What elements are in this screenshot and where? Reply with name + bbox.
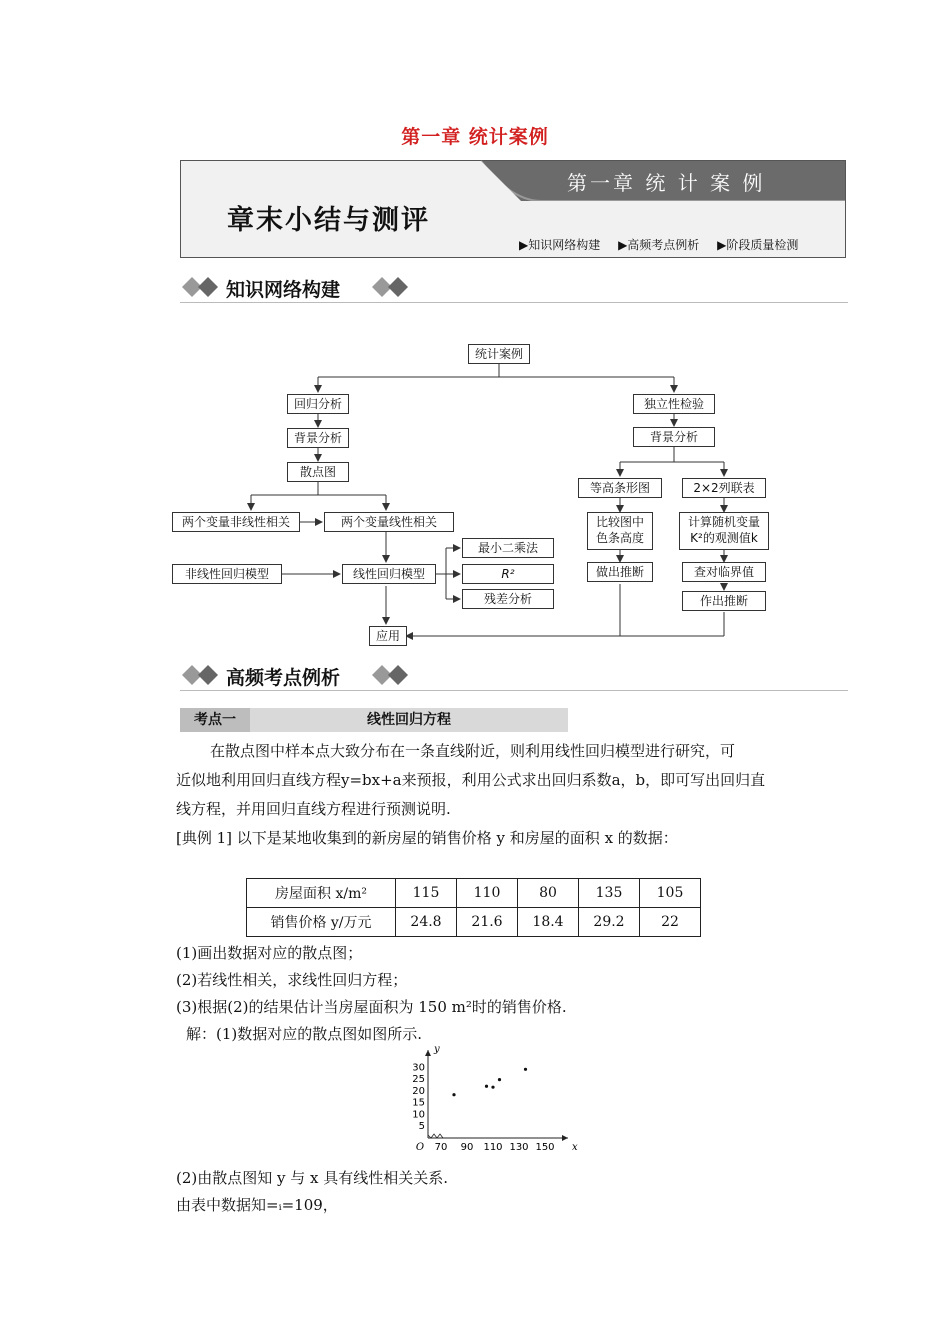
table-cell: 115 bbox=[396, 879, 457, 908]
y-tick-label: 10 bbox=[412, 1109, 425, 1121]
link-test[interactable]: ▶阶段质量检测 bbox=[717, 238, 799, 252]
node-independence: 独立性检验 bbox=[633, 394, 715, 414]
node-residual: 残差分析 bbox=[462, 589, 554, 609]
kaodian-tag: 考点一 bbox=[180, 708, 250, 732]
link-examples[interactable]: ▶高频考点例析 bbox=[618, 238, 700, 252]
section-examples bbox=[180, 660, 848, 690]
node-compute-line2: K²的观测值k bbox=[690, 530, 758, 545]
banner-main-title: 章末小结与测评 bbox=[227, 205, 430, 236]
kaodian-bar bbox=[180, 708, 568, 732]
question-3: (3)根据(2)的结果估计当房屋面积为 150 m²时的销售价格. bbox=[176, 998, 567, 1016]
question-2: (2)若线性相关，求线性回归方程； bbox=[176, 971, 408, 989]
node-compare-line1: 比较图中 bbox=[595, 515, 644, 529]
diamond-right-icon bbox=[370, 660, 414, 690]
table-cell: 29.2 bbox=[579, 908, 640, 937]
node-root: 统计案例 bbox=[468, 344, 530, 364]
table-cell: 18.4 bbox=[518, 908, 579, 937]
node-application: 应用 bbox=[369, 626, 407, 646]
node-least-squares: 最小二乘法 bbox=[462, 538, 554, 558]
table-cell: 135 bbox=[579, 879, 640, 908]
scatter-point bbox=[491, 1086, 494, 1089]
solution-2: (2)由散点图知 y 与 x 具有线性相关关系. bbox=[176, 1169, 449, 1187]
intro-line-3: 线方程，并用回归直线方程进行预测说明. bbox=[176, 800, 451, 818]
table-row bbox=[247, 879, 701, 908]
x-tick-label: 110 bbox=[483, 1142, 503, 1153]
intro-paragraph bbox=[176, 737, 816, 824]
scatter-plot bbox=[400, 1044, 580, 1160]
node-2x2-table: 2×2列联表 bbox=[682, 478, 766, 498]
node-background-2: 背景分析 bbox=[633, 427, 715, 447]
x-axis-arrow bbox=[562, 1135, 568, 1141]
table-cell: 21.6 bbox=[457, 908, 518, 937]
y-tick-label: 30 bbox=[412, 1062, 425, 1074]
section-knowledge-title: 知识网络构建 bbox=[226, 279, 341, 301]
node-infer-1: 做出推断 bbox=[587, 562, 653, 582]
banner-chapter: 第一章 统 计 案 例 bbox=[567, 171, 766, 195]
y-axis-label: y bbox=[434, 1044, 440, 1055]
data-table bbox=[246, 878, 701, 937]
origin-label: O bbox=[415, 1142, 425, 1153]
diamond-left-icon bbox=[180, 660, 224, 690]
node-compare bbox=[587, 512, 653, 550]
scatter-point bbox=[498, 1078, 501, 1081]
node-linear-relation: 两个变量线性相关 bbox=[324, 512, 454, 532]
kaodian-title: 线性回归方程 bbox=[367, 712, 451, 728]
table-cell: 105 bbox=[640, 879, 701, 908]
solution-1: 解：(1)数据对应的散点图如图所示. bbox=[186, 1025, 423, 1043]
table-cell: 24.8 bbox=[396, 908, 457, 937]
table-cell: 110 bbox=[457, 879, 518, 908]
x-axis-label: x bbox=[572, 1142, 578, 1153]
page-title: 第一章 统计案例 bbox=[401, 126, 549, 148]
section-knowledge bbox=[180, 272, 848, 302]
scatter-point bbox=[524, 1068, 527, 1071]
intro-line-2: 近似地利用回归直线方程y=bx+a来预报，利用公式求出回归系数a，b，即可写出回归直 bbox=[176, 771, 766, 789]
table-row bbox=[247, 908, 701, 937]
intro-line-1: 在散点图中样本点大致分布在一条直线附近，则利用线性回归模型进行研究，可 bbox=[210, 742, 736, 760]
banner-links bbox=[519, 236, 812, 253]
y-tick-label: 25 bbox=[412, 1074, 425, 1086]
scatter-point bbox=[485, 1085, 488, 1088]
section-examples-title: 高频考点例析 bbox=[226, 667, 341, 689]
diamond-left-icon bbox=[180, 272, 224, 302]
node-linear-model: 线性回归模型 bbox=[342, 564, 436, 584]
chapter-banner bbox=[180, 160, 846, 258]
node-nonlinear-relation: 两个变量非线性相关 bbox=[172, 512, 300, 532]
y-tick-label: 15 bbox=[412, 1097, 425, 1109]
y-tick-label: 5 bbox=[418, 1121, 425, 1133]
table-row2-label: 销售价格 y/万元 bbox=[247, 908, 396, 937]
link-knowledge[interactable]: ▶知识网络构建 bbox=[519, 238, 601, 252]
node-bar-chart: 等高条形图 bbox=[578, 478, 662, 498]
table-row1-label: 房屋面积 x/m² bbox=[247, 879, 396, 908]
question-1: (1)画出数据对应的散点图； bbox=[176, 944, 363, 962]
node-compute-line1: 计算随机变量 bbox=[687, 515, 760, 529]
flow-connectors bbox=[0, 330, 950, 660]
node-compare-line2: 色条高度 bbox=[595, 530, 644, 545]
table-cell: 22 bbox=[640, 908, 701, 937]
scatter-point bbox=[452, 1093, 455, 1096]
example-intro: [典例 1] 以下是某地收集到的新房屋的销售价格 y 和房屋的面积 x 的数据： bbox=[176, 829, 678, 847]
node-background-1: 背景分析 bbox=[287, 428, 349, 448]
x-tick-label: 90 bbox=[460, 1142, 474, 1153]
x-tick-label: 150 bbox=[535, 1142, 555, 1153]
table-cell: 80 bbox=[518, 879, 579, 908]
node-scatter: 散点图 bbox=[287, 462, 349, 482]
axis-break bbox=[428, 1134, 443, 1138]
x-tick-label: 70 bbox=[434, 1142, 448, 1153]
node-r2: R² bbox=[462, 564, 554, 584]
node-infer-2: 作出推断 bbox=[682, 591, 766, 611]
y-tick-label: 20 bbox=[412, 1085, 425, 1097]
solution-3: 由表中数据知=ᵢ=109， bbox=[176, 1196, 338, 1214]
node-nonlinear-model: 非线性回归模型 bbox=[172, 564, 282, 584]
diamond-right-icon bbox=[370, 272, 414, 302]
node-compute bbox=[679, 512, 769, 550]
x-tick-label: 130 bbox=[509, 1142, 529, 1153]
y-axis-arrow bbox=[425, 1050, 431, 1056]
node-regression: 回归分析 bbox=[287, 394, 349, 414]
node-critical: 查对临界值 bbox=[682, 562, 766, 582]
